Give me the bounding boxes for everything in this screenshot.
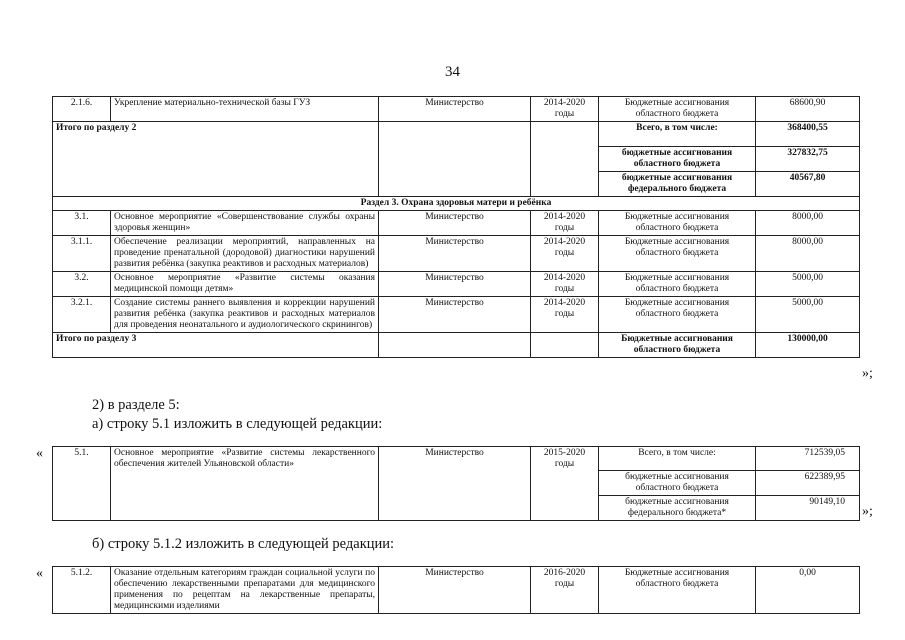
amount: 40567,80 <box>756 172 860 197</box>
row-number: 3.2. <box>53 272 111 297</box>
measure-name: Основное мероприятие «Развитие системы лекарственного обеспечения жителей Ульяновской области» <box>111 447 379 521</box>
total-label: Итого по разделу 2 <box>53 122 379 197</box>
measure-name: Обеспечение реализации мероприятий, направленных на проведение пренатальной (дородовой) диагностики нарушений развития ребёнка (закупка реактивов и расходных материалов) <box>111 236 379 272</box>
total-label: Итого по разделу 3 <box>53 333 379 358</box>
row-number: 2.1.6. <box>53 97 111 122</box>
funding-source: Бюджетные ассигнования областного бюджета <box>599 567 756 614</box>
funding-source: бюджетные ассигнования областного бюджета <box>599 147 756 172</box>
executor: Министерство <box>379 97 531 122</box>
amount: 68600,90 <box>756 97 860 122</box>
amount: 5000,00 <box>756 272 860 297</box>
measure-name: Основное мероприятие «Совершенствование службы охраны здоровья женщин» <box>111 211 379 236</box>
table-row <box>53 297 860 333</box>
measure-name: Создание системы раннего выявления и коррекции нарушений развития ребёнка (закупка реактивов и расходных материалов для проведения неонатального и аудиологического скринингов) <box>111 297 379 333</box>
period: 2014-2020 годы <box>531 211 599 236</box>
funding-source: Бюджетные ассигнования областного бюджета <box>599 236 756 272</box>
closing-quote: »; <box>862 504 873 519</box>
period: 2016-2020 годы <box>531 567 599 614</box>
period: 2015-2020 годы <box>531 447 599 521</box>
measure-name: Основное мероприятие «Развитие системы оказания медицинской помощи детям» <box>111 272 379 297</box>
paragraph-text: а) строку 5.1 изложить в следующей редакции: <box>92 416 383 432</box>
page-number: 34 <box>445 64 460 80</box>
paragraph-text: 2) в разделе 5: <box>92 397 180 413</box>
amount: 368400,55 <box>756 122 860 147</box>
program-table-row-5-1 <box>52 446 860 521</box>
table-row <box>53 333 860 358</box>
program-table-row-5-1-2 <box>52 566 860 614</box>
amount: 622389,95 <box>756 471 860 496</box>
executor: Министерство <box>379 272 531 297</box>
table-row <box>53 567 860 614</box>
measure-name: Оказание отдельным категориям граждан социальной услуги по обеспечению лекарственными препаратами для медицинского применения по рецептам на лекарственные препараты, медицинскими изделиями <box>111 567 379 614</box>
row-number: 3.2.1. <box>53 297 111 333</box>
funding-source: Всего, в том числе: <box>599 447 756 471</box>
funding-source: Бюджетные ассигнования областного бюджета <box>599 97 756 122</box>
table-row <box>53 272 860 297</box>
funding-source: Бюджетные ассигнования областного бюджета <box>599 211 756 236</box>
row-number: 5.1.2. <box>53 567 111 614</box>
executor: Министерство <box>379 211 531 236</box>
amount: 130000,00 <box>756 333 860 358</box>
funding-source: бюджетные ассигнования федерального бюджета <box>599 172 756 197</box>
program-table-section-2-3 <box>52 96 860 358</box>
measure-name: Укрепление материально-технической базы ГУЗ <box>111 97 379 122</box>
opening-quote: « <box>36 566 43 581</box>
period: 2014-2020 годы <box>531 297 599 333</box>
executor: Министерство <box>379 447 531 521</box>
amount: 5000,00 <box>756 297 860 333</box>
amount: 712539,05 <box>756 447 860 471</box>
table-row <box>53 236 860 272</box>
funding-source: Бюджетные ассигнования областного бюджета <box>599 272 756 297</box>
table-row <box>53 97 860 122</box>
section-title: Раздел 3. Охрана здоровья матери и ребёнка <box>53 197 860 211</box>
amount: 8000,00 <box>756 236 860 272</box>
executor: Министерство <box>379 297 531 333</box>
table-row <box>53 122 860 147</box>
row-number: 5.1. <box>53 447 111 521</box>
amount: 8000,00 <box>756 211 860 236</box>
executor: Министерство <box>379 236 531 272</box>
amount: 327832,75 <box>756 147 860 172</box>
opening-quote: « <box>36 446 43 461</box>
period: 2014-2020 годы <box>531 236 599 272</box>
period: 2014-2020 годы <box>531 97 599 122</box>
executor: Министерство <box>379 567 531 614</box>
funding-source: Бюджетные ассигнования областного бюджета <box>599 333 756 358</box>
table-row <box>53 447 860 471</box>
row-number: 3.1. <box>53 211 111 236</box>
closing-quote: »; <box>862 366 873 381</box>
funding-source: бюджетные ассигнования областного бюджета <box>599 471 756 496</box>
paragraph-text: б) строку 5.1.2 изложить в следующей редакции: <box>92 536 395 552</box>
amount: 90149,10 <box>756 496 860 521</box>
funding-source: бюджетные ассигнования федерального бюджета* <box>599 496 756 521</box>
funding-source: Бюджетные ассигнования областного бюджета <box>599 297 756 333</box>
funding-source: Всего, в том числе: <box>599 122 756 147</box>
section-header-row <box>53 197 860 211</box>
row-number: 3.1.1. <box>53 236 111 272</box>
table-row <box>53 211 860 236</box>
period: 2014-2020 годы <box>531 272 599 297</box>
amount: 0,00 <box>756 567 860 614</box>
